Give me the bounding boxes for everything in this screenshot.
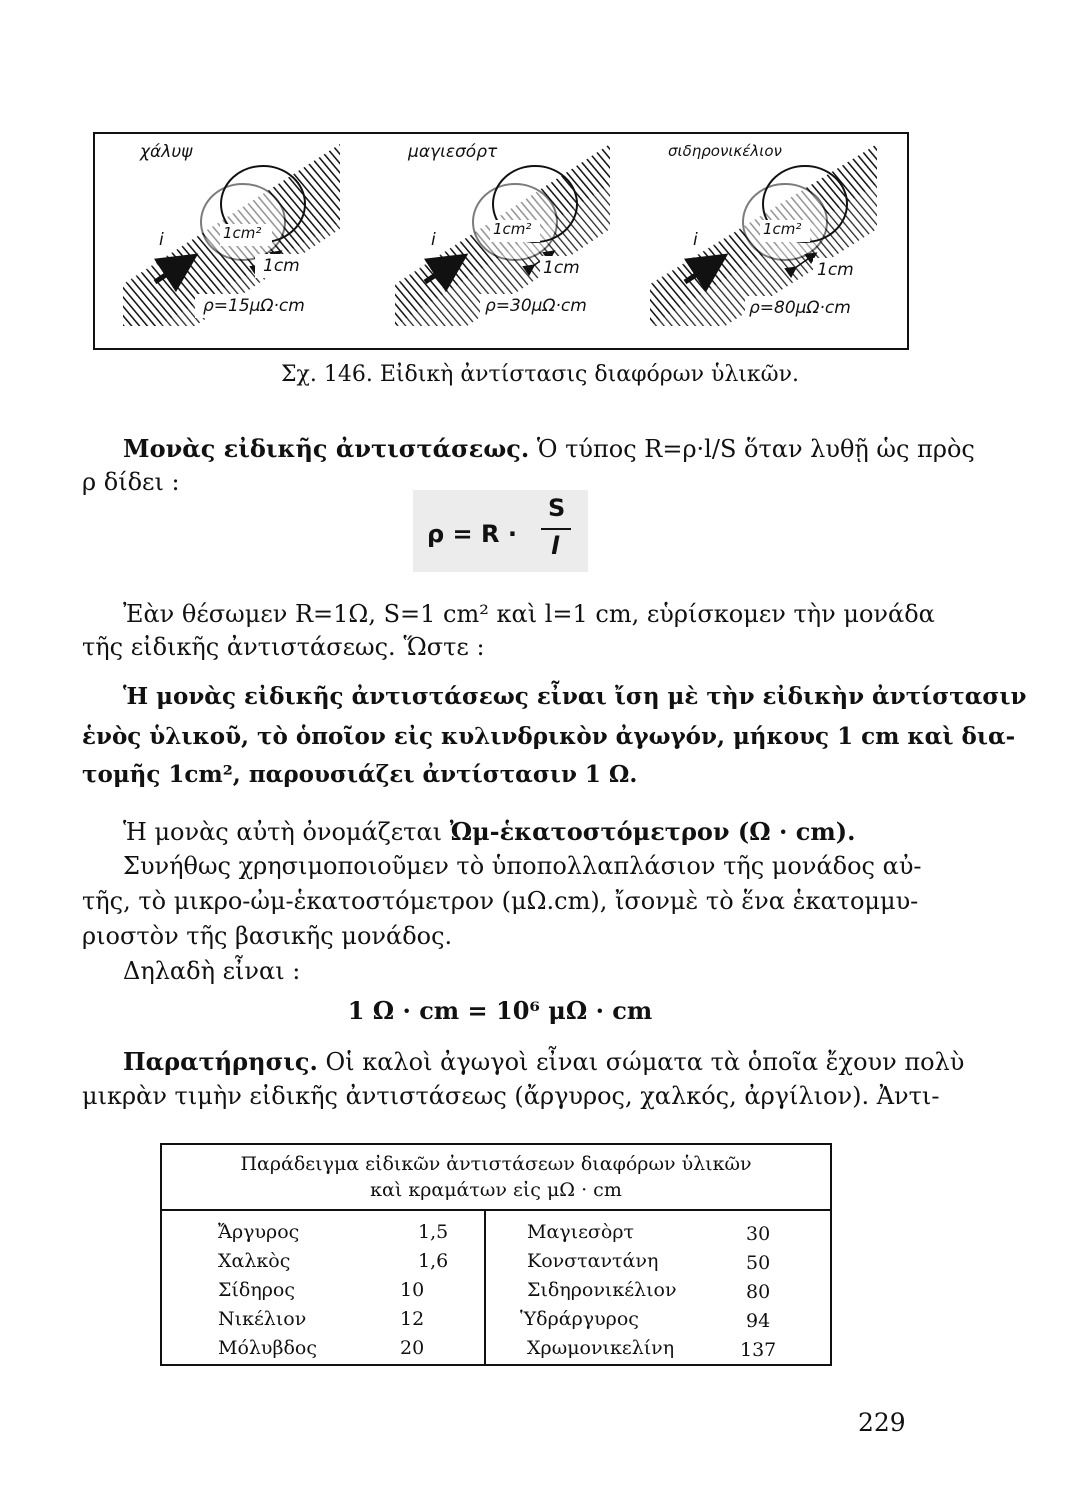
panel1-area: 1cm² [223,224,262,242]
panel2-material: μαγιεσόρτ [408,142,498,162]
formula-numerator: S [548,494,566,522]
definition-line2: ἑνὸς ὑλικοῦ, τὸ ὁποῖον εἰς κυλινδρικὸν ἀγωγόν, μήκους 1 cm καὶ δια- [82,723,1016,750]
para4-heading: Παρατήρησις. [123,1047,318,1076]
table-divider-v [484,1211,486,1364]
table-row: Ἄργυρος [218,1221,300,1243]
table-value: 20 [400,1337,425,1359]
panel2-length: 1cm [543,258,580,278]
formula-box [413,490,588,572]
panel2-current: i [431,230,436,250]
figure-caption: Σχ. 146. Εἰδικὴ ἀντίστασις διαφόρων ὑλικῶν. [281,362,799,387]
definition-line1: Ἡ μονὰς εἰδικῆς ἀντιστάσεως εἶναι ἴση μὲ τὴν εἰδικὴν ἀντίστασιν [123,683,1027,710]
panel1-resistivity: ρ=15μΩ·cm [203,296,305,316]
para2-line1: Ἐὰν θέσωμεν R=1Ω, S=1 cm² καὶ l=1 cm, εὑρίσκομεν τὴν μονάδα [123,600,935,628]
table-value: 30 [746,1223,771,1245]
formula-lhs: ρ = R · [427,520,517,548]
section1-line1 [123,432,975,466]
table-value: 137 [740,1339,777,1361]
page-number: 229 [858,1408,906,1437]
formula-denominator: l [551,532,560,560]
table-row: Μόλυβδος [218,1337,317,1359]
table-row: Σιδηρονικέλιον [527,1279,677,1301]
table-row: Νικέλιον [218,1308,307,1330]
panel1-current: i [159,230,164,250]
table-row: Χαλκὸς [218,1250,291,1272]
definition-line3: τομῆς 1cm², παρουσιάζει ἀντίστασιν 1 Ω. [82,761,638,788]
panel1-material: χάλυψ [140,142,193,162]
para3-line1 [123,815,855,849]
para2-line2: τῆς εἰδικῆς ἀντιστάσεως. Ὥστε : [82,633,485,661]
para3-line1-text: Ἡ μονὰς αὐτὴ ὀνομάζεται [123,818,443,846]
section1-line1-text: Ὁ τύπος R=ρ·l/S ὅταν λυθῇ ὡς πρὸς [536,435,975,463]
panel3-current: i [693,230,698,250]
table-row: Κονσταντάνη [527,1250,659,1272]
section1-line2: ρ δίδει : [82,468,180,496]
panel3-length: 1cm [817,260,854,280]
table-row: Μαγιεσὸρτ [527,1221,635,1243]
table-divider-h [162,1209,830,1211]
table-row: Ὑδράργυρος [520,1308,639,1330]
figure-146 [93,132,909,350]
table-value: 12 [400,1308,425,1330]
para3-line4: ριοστὸν τῆς βασικῆς μονάδος. [82,922,453,950]
table-value: 94 [746,1310,771,1332]
para4-line2: μικρὰν τιμὴν εἰδικῆς ἀντιστάσεως (ἄργυρος, χαλκός, ἀργίλιον). Ἀντι- [82,1082,940,1110]
panel3-resistivity: ρ=80μΩ·cm [749,298,851,318]
panel2-resistivity: ρ=30μΩ·cm [485,296,587,316]
panel1-length: 1cm [263,256,300,276]
table-value: 80 [746,1281,771,1303]
panel3-material: σιδηρονικέλιον [668,142,782,160]
unit-equation: 1 Ω · cm = 10⁶ μΩ · cm [347,996,653,1025]
para4-line1 [123,1045,964,1079]
resistivity-table [160,1143,832,1366]
para4-line1-text: Οἱ καλοὶ ἀγωγοὶ εἶναι σώματα τὰ ὁποῖα ἔχουν πολὺ [325,1048,965,1076]
unit-name: Ὠμ-ἑκατοστόμετρον (Ω · cm). [449,817,856,846]
table-row: Χρωμονικελίνη [527,1337,675,1359]
table-title-line2: καὶ κραμάτων εἰς μΩ · cm [370,1179,622,1201]
panel3-area: 1cm² [763,220,802,238]
table-value: 1,6 [418,1250,449,1272]
table-row: Σίδηρος [218,1279,295,1301]
panel2-area: 1cm² [493,220,532,238]
fraction-bar [541,528,571,530]
table-title-line1: Παράδειγμα εἰδικῶν ἀντιστάσεων διαφόρων ὑλικῶν [240,1153,752,1175]
table-value: 50 [746,1252,771,1274]
para3-line3: τῆς, τὸ μικρο-ὠμ-ἑκατοστόμετρον (μΩ.cm), ἴσονμὲ τὸ ἕνα ἑκατομμυ- [82,887,919,915]
para3-line5: Δηλαδὴ εἶναι : [123,957,301,985]
para3-line2: Συνήθως χρησιμοποιοῦμεν τὸ ὑποπολλαπλάσιον τῆς μονάδος αὐ- [123,852,922,880]
table-value: 1,5 [418,1221,449,1243]
table-value: 10 [400,1279,425,1301]
section1-heading: Μονὰς εἰδικῆς ἀντιστάσεως. [123,434,530,463]
